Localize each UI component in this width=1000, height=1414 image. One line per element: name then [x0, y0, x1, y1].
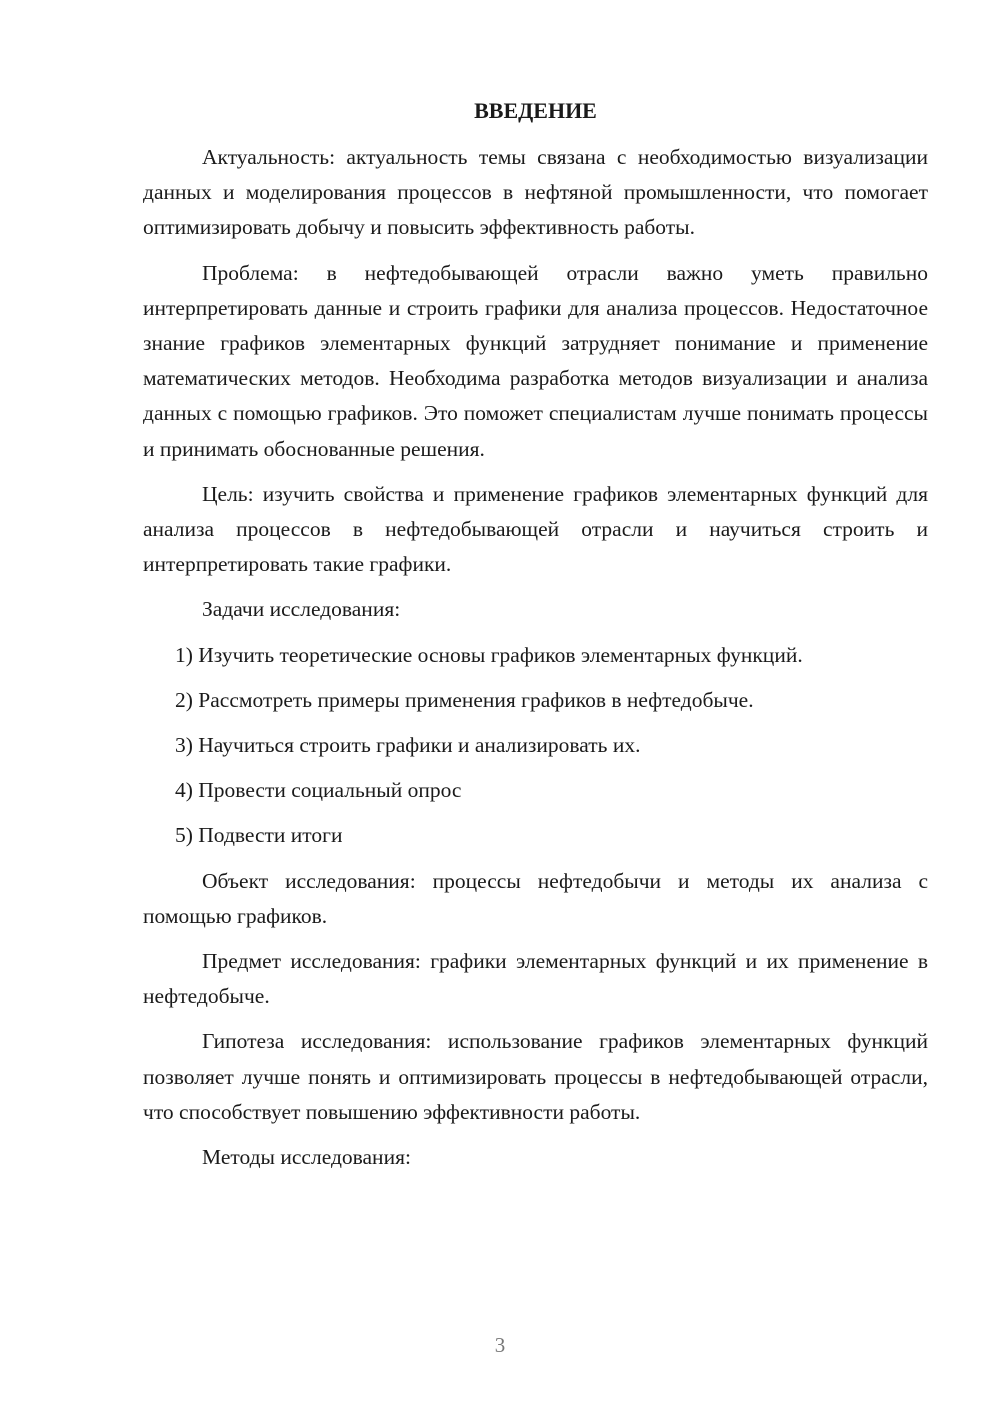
- paragraph-hypothesis: Гипотеза исследования: использование графиков элементарных функций позволяет лучше понять и оптимизировать процессы в нефтедобывающей отрасли, что способствует повышению эффективности работы.: [143, 1029, 928, 1124]
- page-content: [143, 92, 928, 1185]
- task-item-1: 1) Изучить теоретические основы графиков элементарных функций.: [175, 642, 803, 667]
- task-item-5: 5) Подвести итоги: [175, 823, 343, 848]
- paragraph-problem: Проблема: в нефтедобывающей отрасли важно уметь правильно интерпретировать данные и строить графики для анализа процессов. Недостаточное знание графиков элементарных функций затрудняет понимание и применение математических методов. Необходима разработка методов визуализации и анализа данных с помощью графиков. Это поможет специалистам лучше понимать процессы и принимать обоснованные решения.: [143, 260, 928, 461]
- tasks-title: Задачи исследования:: [202, 597, 401, 622]
- task-item-3: 3) Научиться строить графики и анализировать их.: [175, 733, 641, 758]
- task-item-4: 4) Провести социальный опрос: [175, 778, 462, 803]
- section-heading: ВВЕДЕНИЕ: [474, 98, 597, 123]
- task-item-2: 2) Рассмотреть примеры применения графиков в нефтедобыче.: [175, 687, 754, 712]
- paragraph-object: Объект исследования: процессы нефтедобычи и методы их анализа с помощью графиков.: [143, 868, 928, 928]
- page-number: 3: [494, 1333, 506, 1357]
- paragraph-subject: Предмет исследования: графики элементарных функций и их применение в нефтедобыче.: [143, 949, 928, 1009]
- paragraph-relevance: Актуальность: актуальность темы связана с необходимостью визуализации данных и моделирования процессов в нефтяной промышленности, что помогает оптимизировать добычу и повысить эффективность работы.: [143, 145, 928, 240]
- task-list: [143, 638, 928, 854]
- paragraph-methods-title: Методы исследования:: [202, 1145, 411, 1170]
- paragraph-goal: Цель: изучить свойства и применение графиков элементарных функций для анализа процессов в нефтедобывающей отрасли и научиться строить и интерпретировать такие графики.: [143, 481, 928, 577]
